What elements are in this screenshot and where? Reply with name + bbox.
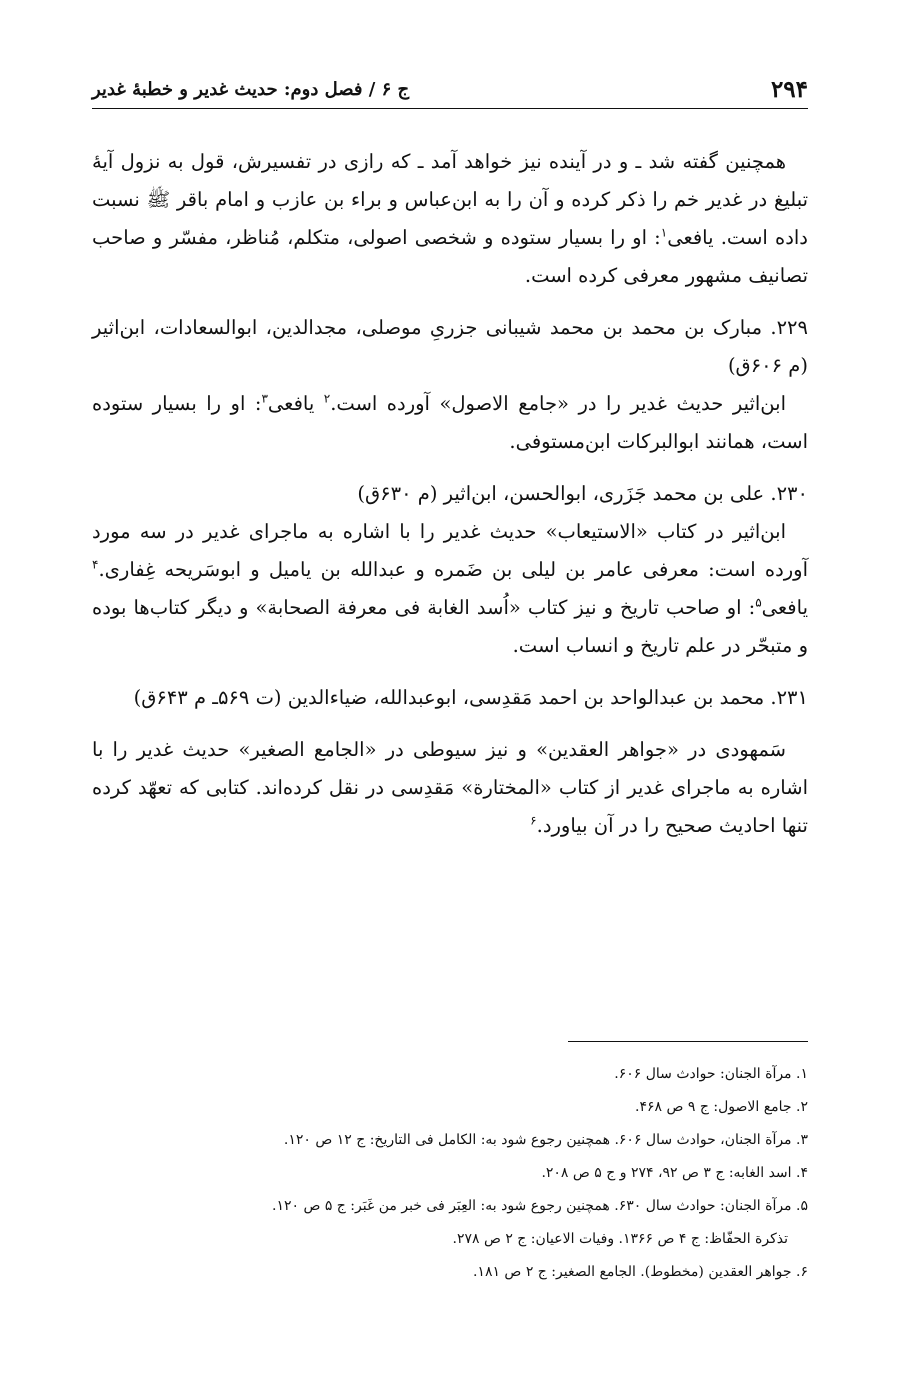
footnote-ref-1: ۱: [660, 225, 668, 240]
footnote-ref-3: ۳: [261, 391, 268, 406]
entry-231-text: سَمهودی در «جواهر العقدین» و نیز سیوطی در «الجامع الصغیر» حدیث غدیر را با اشاره به ماجرای غدیر از کتاب «المختارة» مَقدِسی در نقل کرده‌اند. کتابی که تعهّد کرده تنها احادیث صحیح را در آن بیاورد.$^۶$: [92, 738, 808, 837]
footnote-4: ۴. اسد الغابه: ج ۳ ص ۹۲، ۲۷۴ و ج ۵ ص ۲۰۸.: [541, 1165, 808, 1181]
footnote-ref-6: ۶: [530, 813, 537, 828]
footnote-6: ۶. جواهر العقدین (مخطوط). الجامع الصغیر: ج ۲ ص ۱۸۱.: [472, 1264, 808, 1280]
footnote-ref-5: ۵: [755, 595, 762, 610]
page-number: ۲۹۴: [770, 75, 808, 103]
footnote-divider: [568, 1041, 808, 1042]
entry-231-heading: ۲۳۱. محمد بن عبدالواحد بن احمد مَقدِسی، ابوعبدالله، ضیاءالدین (ت ۵۶۹ـ م ۶۴۳ق): [133, 686, 808, 709]
paragraph-intro: همچنین گفته شد ـ و در آینده نیز خواهد آمد ـ که رازی در تفسیرش، قول به نزول آیهٔ تبلیغ در غدیر خم را ذکر کرده و آن را به ابن‌عباس و براء بن عازب و امام باقر ﷺ نسبت داده است. یافعی$^۱$: او را بسیار ستوده و شخصی اصولی، متکلم، مُناظر، مفسّر و صاحب تصانیف مشهور معرفی کرده است.: [92, 150, 809, 287]
page-header: [92, 70, 808, 109]
footnote-5: ۵. مرآة الجنان: حوادث سال ۶۳۰. همچنین رجوع شود به: العِبَر فی خبر من غَبَر: ج ۵ ص ۱۲۰.: [271, 1198, 808, 1214]
entry-230-text: ابن‌اثیر در کتاب «الاستیعاب» حدیث غدیر را با اشاره به ماجرای غدیر در سه مورد آورده است: معرفی عامر بن لیلی بن ضَمره و عبدالله بن یامیل و ابوسَریحه غِفاری.$^۴$ یافعی$^۵$: او صاحب تاریخ و نیز کتاب «اُسد الغابة فی معرفة الصحابة» و دیگر کتاب‌ها بوده و متبحّر در علم تاریخ و انساب است.: [92, 520, 808, 657]
footnote-ref-4: ۴: [92, 557, 99, 572]
main-text: [92, 143, 808, 845]
entry-230-heading: ۲۳۰. علی بن محمد جَزَری، ابوالحسن، ابن‌اثیر (م ۶۳۰ق): [357, 482, 808, 505]
footnotes: [92, 1058, 808, 1289]
footnote-2: ۲. جامع الاصول: ج ۹ ص ۴۶۸.: [635, 1099, 808, 1115]
running-title: ج ۶ / فصل دوم: حدیث غدیر و خطبهٔ غدیر: [92, 78, 410, 100]
entry-229-heading: ۲۲۹. مبارک بن محمد بن محمد شیبانی جزریِ موصلی، مجدالدین، ابوالسعادات، ابن‌اثیر (م ۶۰۶ق): [92, 316, 808, 377]
footnote-5-continued: تذکرة الحفّاظ: ج ۴ ص ۱۳۶۶. وفیات الاعیان: ج ۲ ص ۲۷۸.: [452, 1231, 788, 1247]
footnote-1: ۱. مرآة الجنان: حوادث سال ۶۰۶.: [614, 1066, 808, 1082]
footnote-ref-2: ۲: [323, 391, 331, 406]
footnote-3: ۳. مرآة الجنان، حوادث سال ۶۰۶. همچنین رجوع شود به: الکامل فی التاریخ: ج ۱۲ ص ۱۲۰.: [283, 1132, 808, 1148]
entry-229-text: ابن‌اثیر حدیث غدیر را در «جامع الاصول» آورده است.$^۲$ یافعی$^۳$: او را بسیار ستوده است، همانند ابوالبرکات ابن‌مستوفی.: [92, 391, 808, 453]
